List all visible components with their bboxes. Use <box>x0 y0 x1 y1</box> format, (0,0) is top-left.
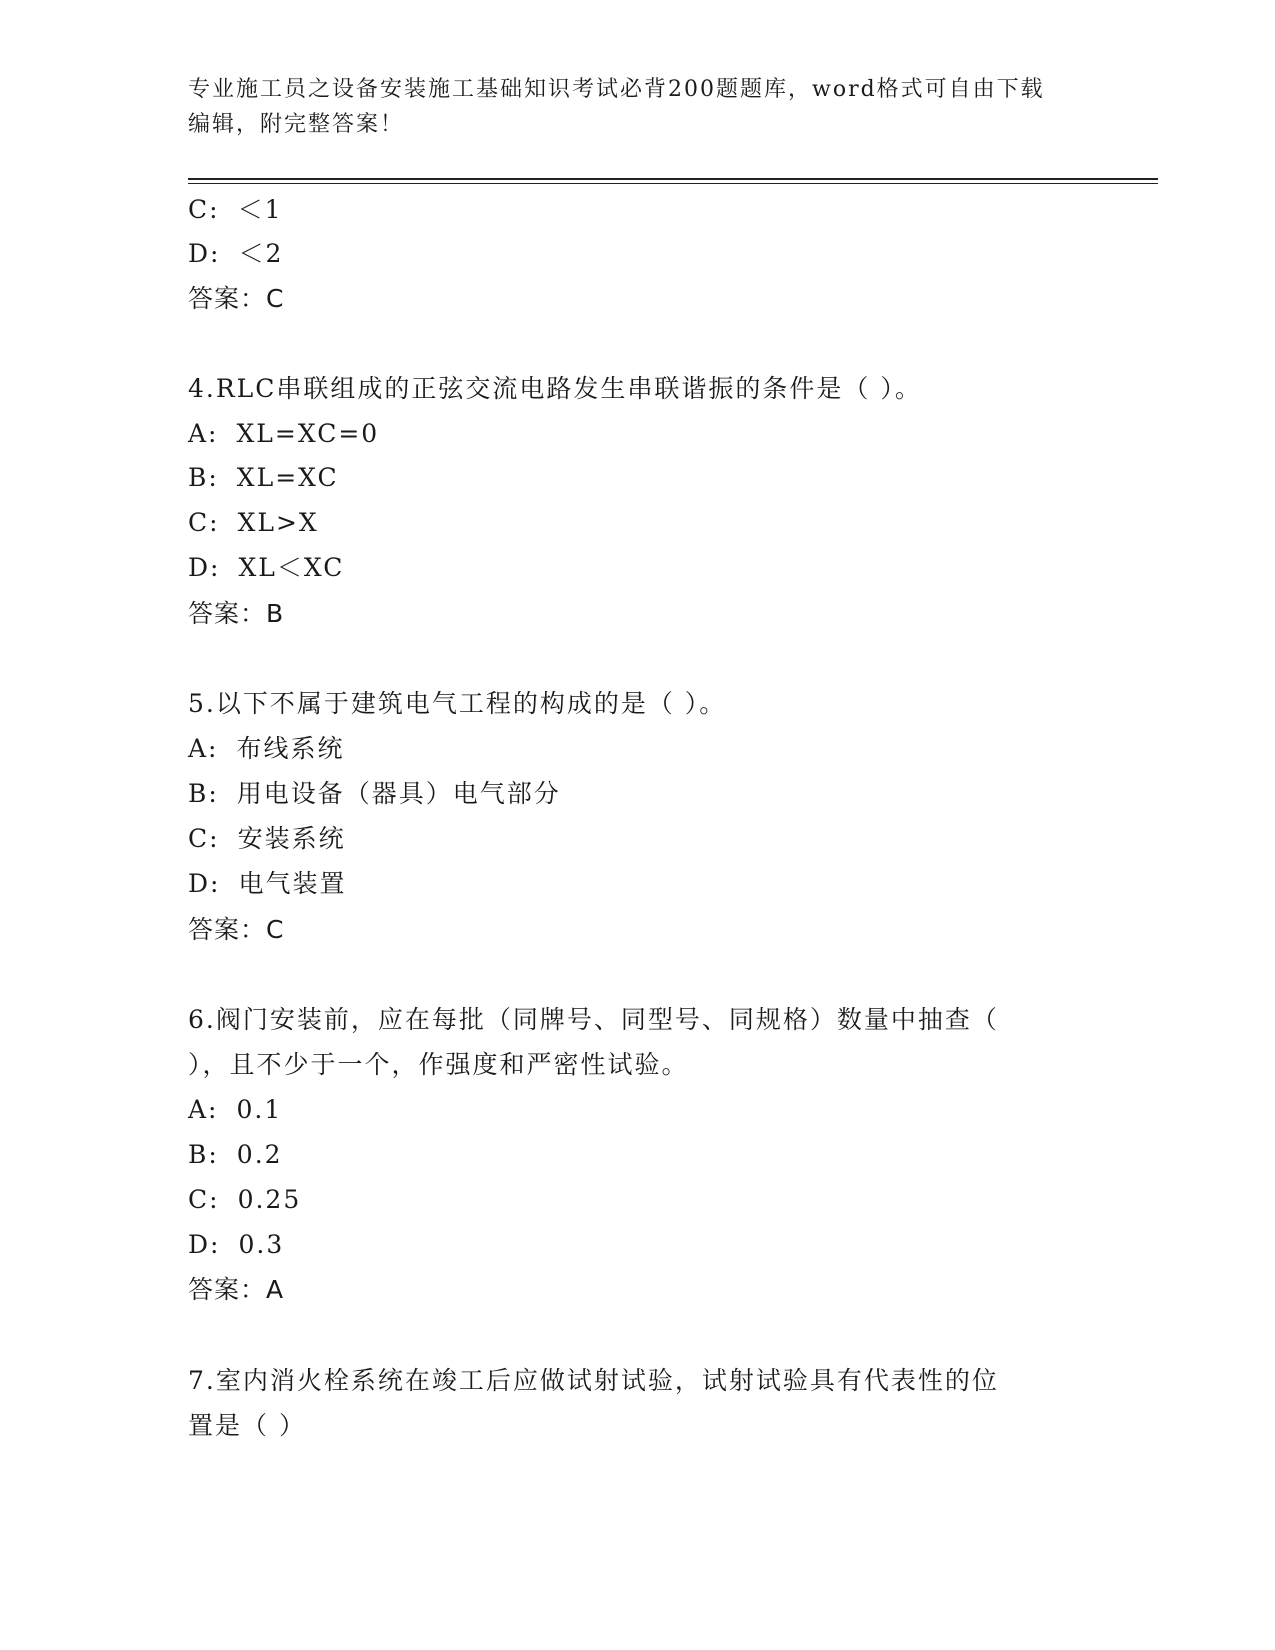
header-divider-thick <box>188 178 1158 180</box>
q5-option-d <box>188 868 346 900</box>
header-title-line1: 专业施工员之设备安装施工基础知识考试必背200题题库，word格式可自由下载 <box>188 77 1045 102</box>
option-label: D: <box>188 553 221 582</box>
option-text: ＜2 <box>238 239 284 268</box>
q6-option-a <box>188 1094 282 1126</box>
q7-stem-line2: 置是（ ） <box>188 1411 306 1440</box>
q7-stem-line1: 7.室内消火栓系统在竣工后应做试射试验，试射试验具有代表性的位 <box>188 1366 999 1395</box>
q4-option-b <box>188 462 339 494</box>
q6-option-c <box>188 1184 301 1216</box>
option-label: B: <box>188 779 219 808</box>
option-text: XL>X <box>237 508 319 537</box>
q5-stem: 5.以下不属于建筑电气工程的构成的是（ ）。 <box>188 689 727 718</box>
option-label: D: <box>188 1230 221 1259</box>
q4-option-d <box>188 552 344 584</box>
header-divider-thin <box>188 183 1158 184</box>
option-label: D: <box>188 239 221 268</box>
option-label: C: <box>188 1185 220 1214</box>
option-text: XL＜XC <box>238 553 345 582</box>
option-text: 0.1 <box>236 1095 283 1124</box>
q4-stem: 4.RLC串联组成的正弦交流电路发生串联谐振的条件是（ ）。 <box>188 374 922 403</box>
option-text: 用电设备（器具）电气部分 <box>236 779 561 808</box>
q5-answer: 答案：C <box>188 915 285 944</box>
option-text: XL=XC <box>236 463 339 492</box>
header-title-line2: 编辑，附完整答案！ <box>188 112 405 137</box>
q3-option-d <box>188 238 283 270</box>
option-label: A: <box>188 419 219 448</box>
q4-option-a <box>188 418 379 450</box>
q5-option-a <box>188 733 345 765</box>
option-label: C: <box>188 508 220 537</box>
option-text: 布线系统 <box>236 734 345 763</box>
option-label: A: <box>188 1095 219 1124</box>
q5-option-b <box>188 778 561 810</box>
option-text: 电气装置 <box>238 869 347 898</box>
document-header <box>188 72 1068 142</box>
q3-answer: 答案：C <box>188 284 285 313</box>
option-text: 0.3 <box>238 1230 285 1259</box>
q3-option-c <box>188 194 282 226</box>
q6-option-b <box>188 1139 283 1171</box>
q6-option-d <box>188 1229 284 1261</box>
q5-option-c <box>188 823 346 855</box>
option-label: C: <box>188 824 220 853</box>
option-text: XL=XC=0 <box>236 419 380 448</box>
option-text: ＜1 <box>237 195 283 224</box>
q6-stem-line2: ），且不少于一个，作强度和严密性试验。 <box>188 1050 689 1079</box>
option-text: 0.25 <box>237 1185 302 1214</box>
option-label: C: <box>188 195 220 224</box>
option-label: B: <box>188 1140 219 1169</box>
option-label: B: <box>188 463 219 492</box>
option-label: D: <box>188 869 221 898</box>
q6-stem-line1: 6.阀门安装前，应在每批（同牌号、同型号、同规格）数量中抽查（ <box>188 1005 999 1034</box>
option-label: A: <box>188 734 219 763</box>
option-text: 0.2 <box>236 1140 283 1169</box>
q4-option-c <box>188 507 319 539</box>
q4-answer: 答案：B <box>188 599 285 628</box>
q6-answer: 答案：A <box>188 1275 285 1304</box>
option-text: 安装系统 <box>237 824 346 853</box>
